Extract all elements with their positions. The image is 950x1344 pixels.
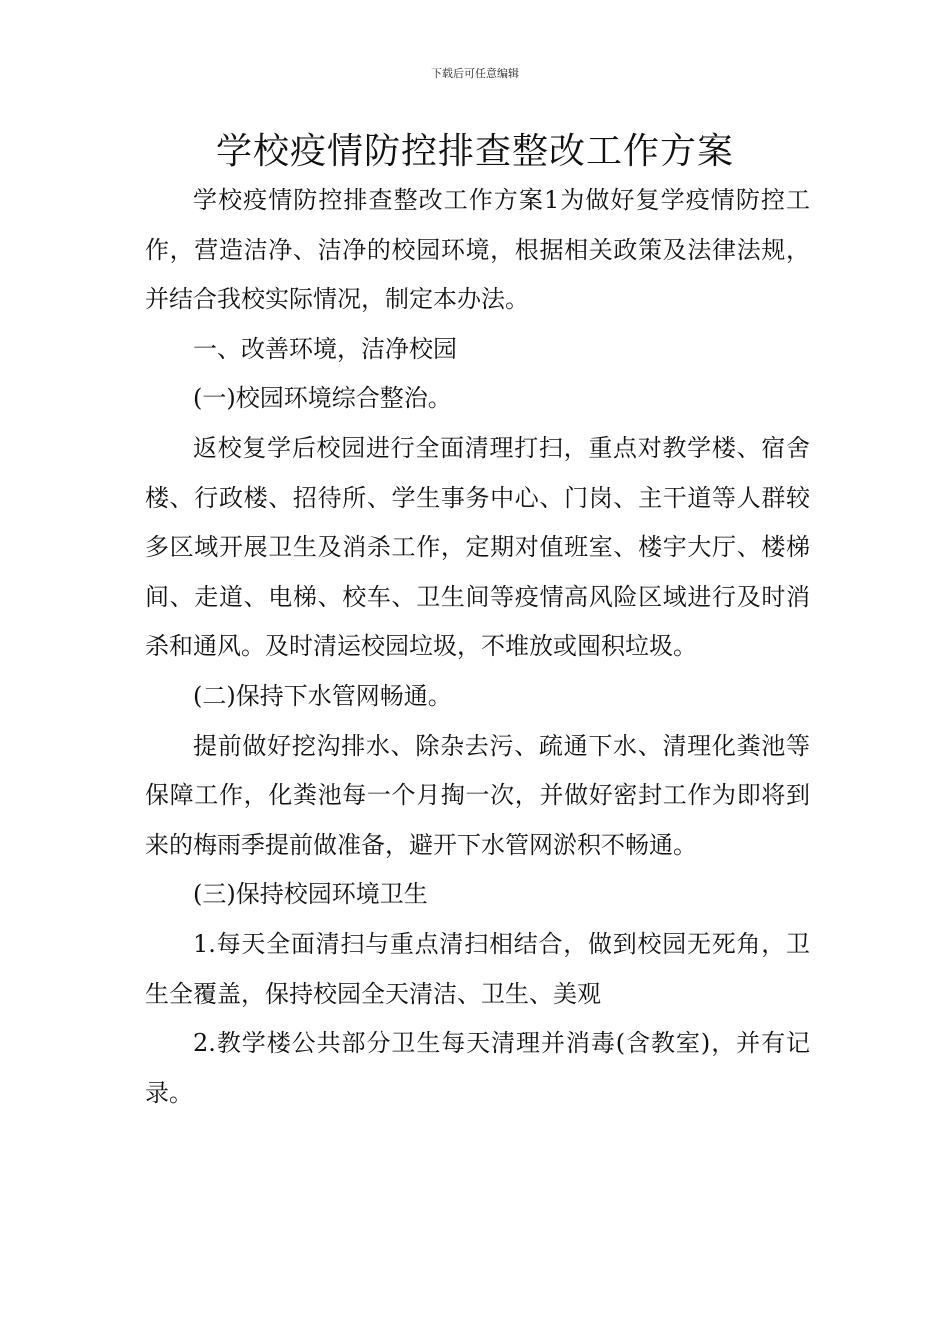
subsection-heading-2: (二)保持下水管网畅通。 [193, 681, 452, 710]
paragraph-intro: 学校疫情防控排查整改工作方案1为做好复学疫情防控工作，营造洁净、洁净的校园环境，根据相关政策及法律法规，并结合我校实际情况，制定本办法。 [145, 186, 810, 314]
subsection-heading-1: (一)校园环境综合整治。 [193, 384, 452, 413]
list-item-1: 1.每天全面清扫与重点清扫相结合，做到校园无死角，卫生全覆盖，保持校园全天清洁、卫生、美观 [145, 929, 810, 1008]
list-item-2: 2.教学楼公共部分卫生每天清理并消毒(含教室)，并有记录。 [145, 1029, 810, 1107]
document-body [145, 176, 810, 1118]
header-note: 下载后可任意编辑 [431, 67, 519, 80]
section-heading-1: 一、改善环境，洁净校园 [193, 334, 457, 363]
paragraph-drainage: 提前做好挖沟排水、除杂去污、疏通下水、清理化粪池等保障工作，化粪池每一个月掏一次，并做好密封工作为即将到来的梅雨季提前做准备，避开下水管网淤积不畅通。 [145, 731, 810, 859]
document-title: 学校疫情防控排查整改工作方案 [215, 131, 734, 172]
paragraph-campus-cleaning: 返校复学后校园进行全面清理打扫，重点对教学楼、宿舍楼、行政楼、招待所、学生事务中心、门岗、主干道等人群较多区域开展卫生及消杀工作，定期对值班室、楼宇大厅、楼梯间、走道、电梯、校车、卫生间等疫情高风险区域进行及时消杀和通风。及时清运校园垃圾，不堆放或囤积垃圾。 [145, 433, 810, 661]
subsection-heading-3: (三)保持校园环境卫生 [193, 880, 428, 909]
